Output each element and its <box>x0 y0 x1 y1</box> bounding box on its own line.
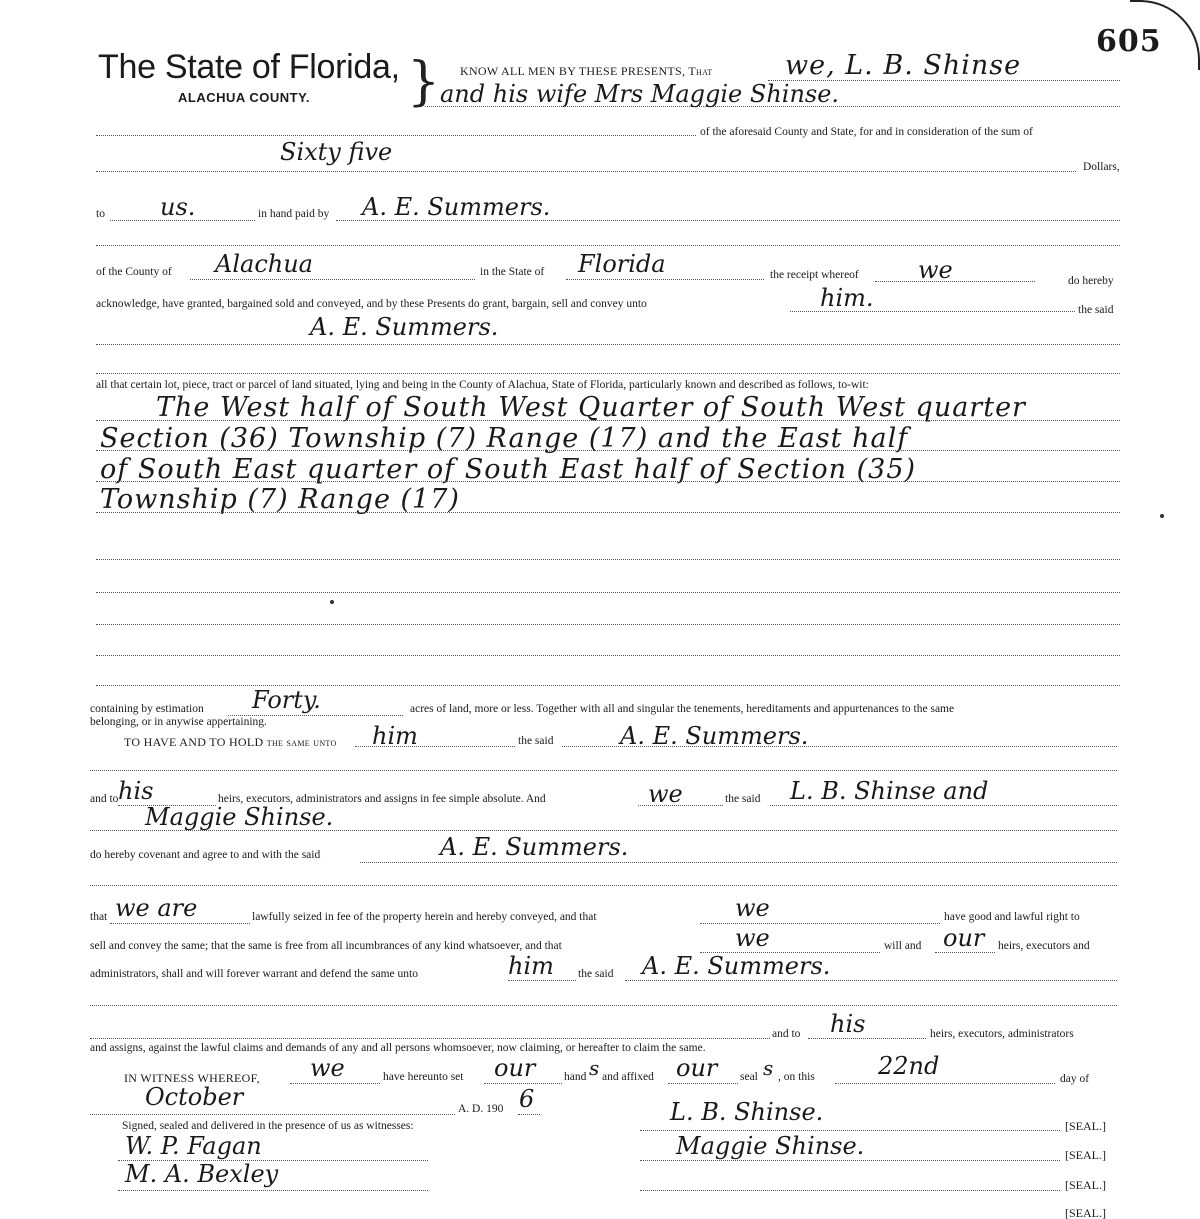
hw-month: October <box>145 1083 244 1111</box>
hw-county: Alachua <box>215 250 313 278</box>
our-seal-line <box>668 1083 738 1084</box>
hw-heirs-of: his <box>118 777 154 805</box>
hw-hold-said: A. E. Summers. <box>620 722 809 750</box>
covenant-text: do hereby covenant and agree to and with the said <box>90 849 321 861</box>
to-have-text: TO HAVE AND TO HOLD the same unto <box>124 735 337 749</box>
acres-text: acres of land, more or less. Together with all and singular the tenements, hereditaments and appurtenances to the same <box>410 703 955 715</box>
desc-line-4 <box>96 512 1120 513</box>
desc-line-7 <box>96 624 1120 625</box>
to-text: to <box>96 208 105 220</box>
hw-seized: we are <box>115 894 198 922</box>
assigns-text: and assigns, against the lawful claims and demands of any and all persons whomsoever, now claiming, or hereafter to claim the same. <box>90 1042 706 1054</box>
hw-and-to-his: his <box>830 1010 866 1038</box>
hw-covenantors-1: L. B. Shinse and <box>790 777 989 805</box>
all-that-text: all that certain lot, piece, tract or parcel of land situated, lying and being in the County of Alachua, State of Florida, particularly known and described as follows, to-wit: <box>96 379 869 391</box>
hw-our-seal: our <box>676 1054 718 1082</box>
desc-line-9 <box>96 685 1120 686</box>
hw-acres: Forty. <box>252 686 321 714</box>
the-said-text-4: the said <box>578 968 614 980</box>
grantee-line <box>96 344 1120 345</box>
desc-line-8 <box>96 655 1120 656</box>
hw-witness-2: M. A. Bexley <box>125 1160 279 1188</box>
county-line <box>190 279 475 280</box>
have-good-text: have good and lawful right to <box>944 911 1080 923</box>
containing-text: containing by estimation <box>90 703 204 715</box>
paid-by-text: in hand paid by <box>258 208 330 220</box>
acknowledge-text: acknowledge, have granted, bargained sold and conveyed, and by these Presents do grant, bargain, sell and convey unto <box>96 298 647 310</box>
know-all-text: KNOW ALL MEN BY THESE PRESENTS, That <box>460 64 713 78</box>
hand-text: hand <box>564 1071 587 1083</box>
hw-unto: him. <box>820 284 874 312</box>
day-line <box>835 1083 1055 1084</box>
county-title: ALACHUA COUNTY. <box>178 90 310 105</box>
hw-signature-2: Maggie Shinse. <box>676 1132 865 1160</box>
hw-grantee: A. E. Summers. <box>310 313 499 341</box>
seal-text: seal <box>740 1071 758 1083</box>
signed-text: Signed, sealed and delivered in the presence of us as witnesses: <box>122 1120 414 1132</box>
year-line <box>518 1114 540 1115</box>
blank-line-2 <box>96 373 1120 374</box>
seal-label-1: [SEAL.] <box>1065 1119 1106 1133</box>
seal-label-4: [SEAL.] <box>1065 1206 1106 1219</box>
and-to-his-line <box>808 1038 926 1039</box>
ink-dot <box>330 600 334 604</box>
the-said-text-1: the said <box>1078 304 1114 316</box>
and-to-text-2: and to <box>772 1028 801 1040</box>
hw-hold-unto: him <box>372 722 418 750</box>
hw-desc-line4: Township (7) Range (17) <box>100 484 460 515</box>
hw-grantor-line2: and his wife Mrs Maggie Shinse. <box>440 80 840 108</box>
state-title: The State of Florida, <box>98 48 400 86</box>
seal-label-2: [SEAL.] <box>1065 1148 1106 1162</box>
hw-defend-said: A. E. Summers. <box>642 952 831 980</box>
covenantors-line <box>770 805 1117 806</box>
do-hereby-text: do hereby <box>1068 275 1114 287</box>
and-to-text: and to <box>90 793 119 805</box>
hw-defend-unto: him <box>508 952 554 980</box>
dollars-text: Dollars, <box>1083 161 1120 173</box>
desc-line-2 <box>96 450 1120 451</box>
heirs-exec-text: heirs, executors and <box>998 940 1090 952</box>
hw-seals: s <box>763 1056 774 1080</box>
blank-line-5 <box>90 1005 1117 1006</box>
desc-line-3 <box>96 481 1120 482</box>
hw-will-warrant: we <box>735 924 770 952</box>
covenant-with-line <box>360 862 1117 863</box>
blank-line-3 <box>90 770 1117 771</box>
that-text: that <box>90 911 108 923</box>
hw-signature-1: L. B. Shinse. <box>670 1098 824 1126</box>
our-hand-line <box>484 1083 562 1084</box>
sell-convey-text: sell and convey the same; that the same is free from all incumbrances of any kind whatsoever, and that <box>90 940 562 952</box>
blank-line-6 <box>90 1038 770 1039</box>
heirs-admin-text: heirs, executors, administrators <box>930 1028 1074 1040</box>
brace-glyph: } <box>407 52 441 112</box>
hw-our-hand: our <box>494 1054 536 1082</box>
ink-dot <box>1160 514 1164 518</box>
witness-line-2 <box>118 1190 428 1191</box>
month-line <box>90 1114 455 1115</box>
page-number: 605 <box>1096 24 1162 59</box>
hw-covenantors-2: Maggie Shinse. <box>145 803 334 831</box>
hw-covenant-with: A. E. Summers. <box>440 833 629 861</box>
defend-unto-line <box>508 980 576 981</box>
ad-text: A. D. 190 <box>458 1103 504 1115</box>
hw-good-right: we <box>735 894 770 922</box>
aforesaid-text: of the aforesaid County and State, for and in consideration of the sum of <box>700 126 1033 138</box>
receipt-line <box>875 281 1035 282</box>
our-heirs-line <box>935 952 995 953</box>
desc-line-5 <box>96 559 1120 560</box>
receipt-text: the receipt whereof <box>770 269 859 281</box>
hw-day: 22nd <box>878 1052 940 1080</box>
hw-receipt-by: we <box>918 256 953 284</box>
hw-hands: s <box>589 1056 600 1080</box>
grantor-line-3 <box>96 135 696 136</box>
of-county-text: of the County of <box>96 266 172 278</box>
hw-sum: Sixty five <box>280 138 393 166</box>
hw-state: Florida <box>578 250 666 278</box>
hw-desc-line2: Section (36) Township (7) Range (17) and the East half <box>100 423 909 454</box>
have-hereunto-text: have hereunto set <box>383 1071 464 1083</box>
hw-witness-we: we <box>310 1054 345 1082</box>
blank-line-1 <box>96 245 1120 246</box>
the-said-text-2: the said <box>518 735 554 747</box>
lawfully-text: lawfully seized in fee of the property herein and hereby conveyed, and that <box>252 911 597 923</box>
witness-we-line <box>290 1083 380 1084</box>
witness-text: IN WITNESS WHEREOF, <box>124 1071 260 1085</box>
sum-line <box>96 171 1076 172</box>
hw-desc-line3: of South East quarter of South East half of Section (35) <box>100 454 917 485</box>
hw-paid-by: A. E. Summers. <box>362 193 551 221</box>
desc-line-1 <box>96 420 1120 421</box>
heirs-fee-text: heirs, executors, administrators and assigns in fee simple absolute. And <box>218 793 546 805</box>
will-and-text: will and <box>884 940 922 952</box>
seized-line <box>110 923 250 924</box>
state-line <box>566 279 764 280</box>
defend-said-line <box>625 980 1117 981</box>
sig-line-1 <box>640 1130 1060 1131</box>
administrators-text: administrators, shall and will forever warrant and defend the same unto <box>90 968 418 980</box>
hw-and-we: we <box>648 780 683 808</box>
desc-line-6 <box>96 592 1120 593</box>
affixed-text: and affixed <box>602 1071 654 1083</box>
hw-witness-1: W. P. Fagan <box>125 1132 262 1160</box>
hw-our-heirs: our <box>943 924 985 952</box>
the-said-text-3: the said <box>725 793 761 805</box>
seal-label-3: [SEAL.] <box>1065 1178 1106 1192</box>
hw-year-digit: 6 <box>519 1085 535 1113</box>
hw-to-whom: us. <box>160 193 196 221</box>
hw-grantor-line1: we, L. B. Shinse <box>785 50 1022 81</box>
day-of-text: day of <box>1060 1073 1090 1085</box>
hw-desc-line1: The West half of South West Quarter of South West quarter <box>156 392 1026 423</box>
on-this-text: , on this <box>778 1071 815 1083</box>
belonging-text: belonging, or in anywise appertaining. <box>90 716 267 728</box>
in-state-text: in the State of <box>480 266 545 278</box>
blank-line-4 <box>90 885 1117 886</box>
sig-line-3 <box>640 1190 1060 1191</box>
sig-line-2 <box>640 1160 1060 1161</box>
